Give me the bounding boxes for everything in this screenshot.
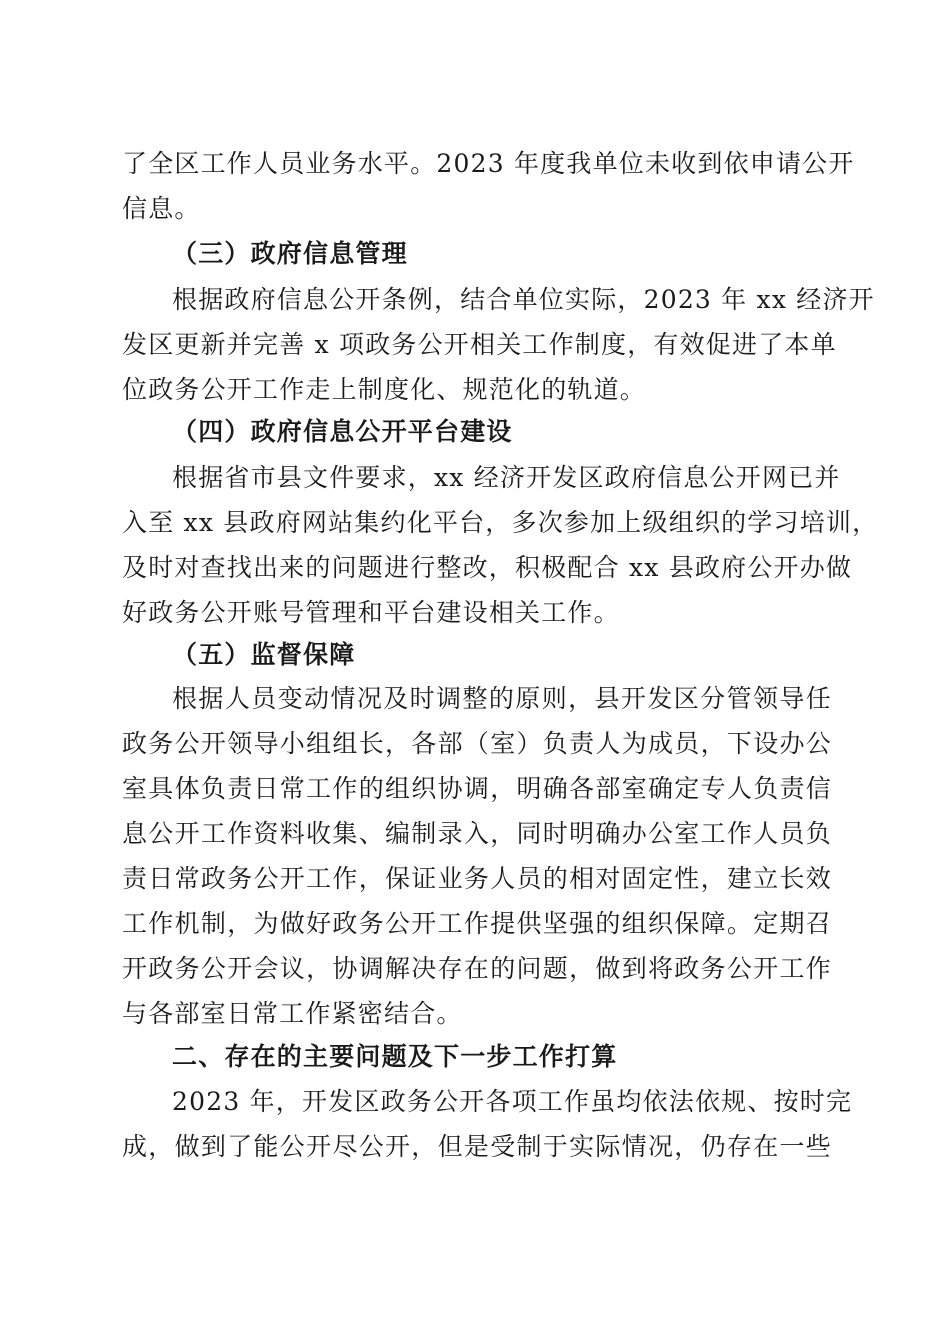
text-line: 好政务公开账号管理和平台建设相关工作。 xyxy=(122,598,620,627)
text-line: 根据省市县文件要求，xx 经济开发区政府信息公开网已并 xyxy=(172,463,841,492)
text-line: 及时对查找出来的问题进行整改，积极配合 xx 县政府公开办做 xyxy=(122,553,853,582)
text-line: 根据政府信息公开条例，结合单位实际，2023 年 xx 经济开 xyxy=(172,285,875,314)
section-heading-3: （三）政府信息管理 xyxy=(172,239,408,268)
text-line: 2023 年，开发区政务公开各项工作虽均依法依规、按时完 xyxy=(172,1087,853,1116)
part-heading-2: 二、存在的主要问题及下一步工作打算 xyxy=(172,1042,618,1071)
text-line: 开政务公开会议，协调解决存在的问题，做到将政务公开工作 xyxy=(122,954,832,983)
paragraph-section-3 xyxy=(122,277,875,412)
text-line: 根据人员变动情况及时调整的原则，县开发区分管领导任 xyxy=(172,684,832,713)
paragraph-part-2 xyxy=(122,1079,853,1169)
section-heading-4: （四）政府信息公开平台建设 xyxy=(172,417,513,446)
text-line: 信息。 xyxy=(122,194,201,223)
text-line: 发区更新并完善 x 项政务公开相关工作制度，有效促进了本单 xyxy=(122,330,837,359)
text-line: 息公开工作资料收集、编制录入，同时明确办公室工作人员负 xyxy=(122,819,832,848)
text-line: 入至 xx 县政府网站集约化平台，多次参加上级组织的学习培训， xyxy=(122,508,879,537)
section-heading-5: （五）监督保障 xyxy=(172,640,356,669)
paragraph-intro xyxy=(122,141,855,231)
text-line: 与各部室日常工作紧密结合。 xyxy=(122,999,463,1028)
text-line: 政务公开领导小组组长，各部（室）负责人为成员，下设办公 xyxy=(122,729,832,758)
paragraph-section-4 xyxy=(122,455,879,635)
paragraph-section-5 xyxy=(122,676,832,1036)
text-line: 成，做到了能公开尽公开，但是受制于实际情况，仍存在一些 xyxy=(122,1132,832,1161)
text-line: 了全区工作人员业务水平。2023 年度我单位未收到依申请公开 xyxy=(122,149,855,178)
text-line: 责日常政务公开工作，保证业务人员的相对固定性，建立长效 xyxy=(122,864,832,893)
text-line: 室具体负责日常工作的组织协调，明确各部室确定专人负责信 xyxy=(122,774,832,803)
text-line: 工作机制，为做好政务公开工作提供坚强的组织保障。定期召 xyxy=(122,909,832,938)
text-line: 位政务公开工作走上制度化、规范化的轨道。 xyxy=(122,375,647,404)
